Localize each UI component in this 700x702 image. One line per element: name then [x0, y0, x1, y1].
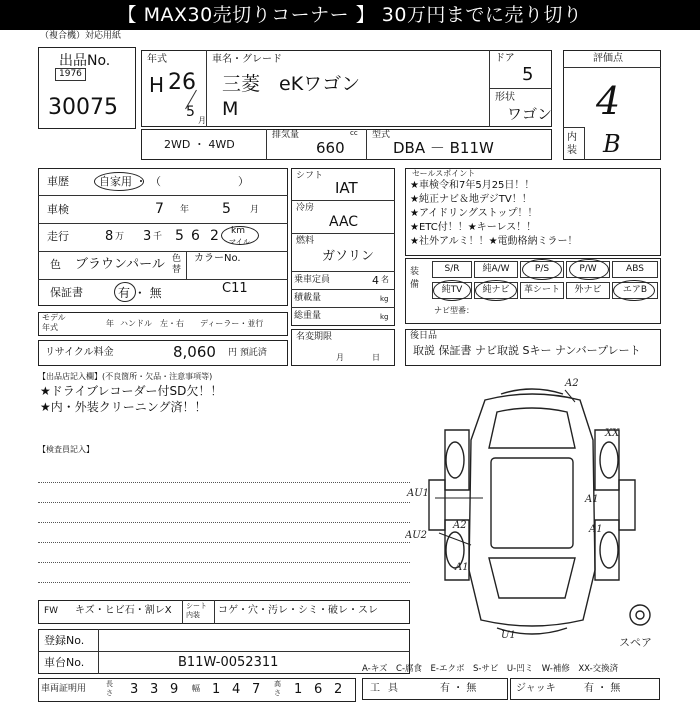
eq-ps: P/S: [520, 261, 564, 278]
weight-unit: kg: [380, 313, 389, 321]
model-grade: M: [222, 98, 239, 120]
weight-label: 総重量: [294, 311, 322, 321]
spare-label: スペア: [619, 636, 652, 649]
model-year-unit: 年: [106, 319, 114, 328]
doors-label: ドア: [495, 53, 515, 64]
warranty-label: 保証書: [50, 286, 83, 299]
mark-a2-center: A2: [453, 520, 467, 531]
lot-sub: 1976: [55, 68, 86, 81]
model-name: 三菱 eKワゴン: [222, 73, 361, 95]
header-note: （複合機）対応用紙: [40, 31, 122, 41]
notes-label: 【出品店記入欄】(不良箇所・欠品・注意事項等): [38, 372, 213, 381]
damage-legend: A-キズ C-腐食 E-エクボ S-サビ U-凹ミ W-補修 XX-交換済: [362, 664, 619, 674]
mileage-label: 走行: [47, 230, 69, 243]
color-label: 色: [50, 258, 61, 271]
fuel-value: ガソリン: [322, 249, 375, 264]
eq-leather: 革シート: [520, 282, 564, 299]
eq-navi: 純ナビ: [474, 282, 518, 299]
recycle-label: リサイクル料金: [45, 347, 114, 358]
cert-len-2: 3: [150, 682, 159, 697]
doors-value: 5: [522, 64, 534, 85]
cert-hei-3: 2: [334, 682, 343, 697]
sales-point-5: ★社外アルミ！！★電動格納ミラー！: [410, 236, 578, 247]
mark-au2: AU2: [405, 530, 428, 541]
color-change: 色替: [172, 254, 182, 275]
body-value: ワゴン: [507, 105, 553, 123]
mileage-d2: 3: [143, 229, 152, 244]
post-items-label: 後日品: [410, 331, 438, 341]
fw-seat: シート内装: [186, 602, 207, 619]
tools-label: 工具: [370, 683, 406, 694]
mileage-d5: 2: [210, 228, 219, 244]
equipment-label: 装備: [410, 267, 420, 290]
model-year-dealer: ディーラー・並行: [200, 319, 264, 328]
sales-point-1: ★車検令和7年5月25日！！: [410, 180, 535, 191]
eq-airbag: エアB: [612, 282, 658, 299]
score-label: 評価点: [593, 53, 623, 64]
lot-box: [38, 47, 136, 129]
score-int-value: B: [603, 130, 621, 158]
capacity-value: 4: [372, 274, 379, 287]
equipment-navi: ナビ型番：: [434, 306, 474, 315]
displacement-label: 排気量: [272, 130, 300, 140]
mark-a1-right: A1: [585, 494, 599, 505]
name-change-unit: 月日: [336, 353, 408, 362]
lot-label: 出品No.: [59, 53, 111, 69]
eq-tv: 純TV: [432, 282, 472, 299]
banner-title: 【 MAX30売切りコーナー 】 30万円までに売り切り: [0, 0, 700, 30]
eq-pw: P/W: [566, 261, 610, 278]
fuel-label: 燃料: [296, 236, 315, 246]
eq-abs: ABS: [612, 261, 658, 278]
displacement-unit: cc: [350, 129, 358, 137]
cert-hei-label: 高さ: [274, 680, 281, 697]
sales-points-label: セールスポイント: [412, 169, 476, 178]
inspection-month: 5: [222, 201, 231, 217]
mileage-u2: 千: [153, 232, 163, 242]
mark-a1-lower: A1: [455, 562, 469, 573]
mark-a1-mid: A1: [589, 524, 603, 535]
fw-label: FW: [44, 606, 59, 616]
load-unit: kg: [380, 295, 389, 303]
notes-line-2: ★内・外装クリーニング済！！: [40, 400, 207, 414]
fw-seat-value: コゲ・穴・汚レ・シミ・破レ・スレ: [218, 605, 378, 616]
body-label: 形状: [495, 92, 515, 103]
mileage-d3: 5: [175, 228, 184, 244]
inspection-month-unit: 月: [250, 205, 260, 215]
score-int-label: 内装: [567, 132, 577, 156]
mark-au1: AU1: [407, 488, 430, 499]
mileage-d4: 6: [191, 228, 200, 244]
ac-label: 冷房: [296, 203, 315, 213]
load-label: 積載量: [294, 293, 322, 303]
chassis-value: B11W-0052311: [178, 655, 279, 670]
cert-wid-2: 4: [232, 682, 241, 697]
history-value: 自家用 ・ （ ）: [99, 175, 249, 188]
year-month: 5: [186, 104, 195, 120]
displacement-value: 660: [316, 139, 345, 157]
year-era: H: [149, 73, 165, 97]
cert-wid-1: 1: [212, 682, 221, 697]
sales-point-3: ★アイドリングストップ！！: [410, 208, 538, 219]
mileage-unit-km: km: [231, 226, 245, 236]
name-change-label: 名変期限: [296, 332, 333, 342]
capacity-label: 乗車定員: [294, 275, 331, 285]
cert-len-3: 9: [170, 682, 179, 697]
registration-label: 登録No.: [44, 634, 85, 647]
shift-label: シフト: [296, 171, 324, 181]
car-damage-diagram: [405, 370, 660, 660]
inspection-year: 7: [155, 201, 164, 217]
year-label: 年式: [147, 54, 167, 65]
cert-wid-3: 7: [252, 682, 261, 697]
model-year-handle: ハンドル 左・右: [120, 319, 184, 328]
capacity-unit: 名: [381, 275, 389, 284]
chassis-label: 車台No.: [44, 656, 85, 669]
mileage-unit-mile: マイル: [229, 238, 250, 246]
cert-len-1: 3: [130, 682, 139, 697]
score-value: 4: [596, 79, 621, 123]
cert-hei-1: 1: [294, 682, 303, 697]
post-items-value: 取説 保証書 ナビ取説 Sキー ナンバープレート: [413, 344, 641, 357]
year-value: 26: [168, 70, 196, 95]
jack-label: ジャッキ: [516, 683, 556, 694]
mark-xx: XX: [605, 428, 620, 439]
model-label: 車名・グレード: [212, 54, 282, 65]
eq-ext-navi: 外ナビ: [566, 282, 610, 299]
mark-u1: U1: [501, 630, 516, 641]
lot-number: 30075: [48, 95, 118, 120]
recycle-value: 8,060: [173, 343, 216, 361]
cert-label: 車両証明用: [41, 684, 87, 694]
fw-value: キズ・ヒビ石・割レX: [75, 605, 172, 616]
inspection-label: 車検: [47, 203, 69, 216]
eq-sr: S/R: [432, 261, 472, 278]
model-year-label: モデル年式: [42, 313, 66, 332]
jack-value: 有 ・ 無: [584, 683, 621, 694]
color-code: C11: [222, 281, 248, 296]
warranty-value: 有 ・ 無: [118, 286, 162, 300]
color-code-label: カラーNo.: [194, 253, 241, 264]
shift-value: IAT: [335, 179, 358, 197]
cert-len-label: 長さ: [106, 680, 113, 697]
ac-value: AAC: [329, 214, 359, 230]
cert-wid-label: 幅: [192, 684, 200, 693]
mileage-u1: 万: [115, 232, 125, 242]
mark-a2-top: A2: [565, 378, 579, 389]
sales-point-4: ★ETC付！！★キーレス！！: [410, 222, 537, 233]
eq-aw: 純A/W: [474, 261, 518, 278]
sales-point-2: ★純正ナビ＆地デジTV！！: [410, 194, 532, 205]
tools-value: 有 ・ 無: [440, 683, 477, 694]
inspection-year-unit: 年: [180, 205, 190, 215]
model-code-label: 型式: [372, 130, 391, 140]
model-code-value: DBA － B11W: [393, 139, 494, 157]
recycle-unit: 円 預託済: [228, 348, 267, 358]
history-label: 車歴: [47, 175, 69, 188]
year-month-unit: 月: [198, 116, 206, 125]
inspector-label: 【検査員記入】: [38, 445, 94, 454]
notes-line-1: ★ドライブレコーダー付SD欠！！: [40, 384, 223, 398]
color-value: ブラウンパール: [75, 257, 165, 272]
cert-hei-2: 6: [314, 682, 323, 697]
drive-value: 2WD ・ 4WD: [164, 138, 235, 151]
mileage-d1: 8: [105, 229, 114, 244]
